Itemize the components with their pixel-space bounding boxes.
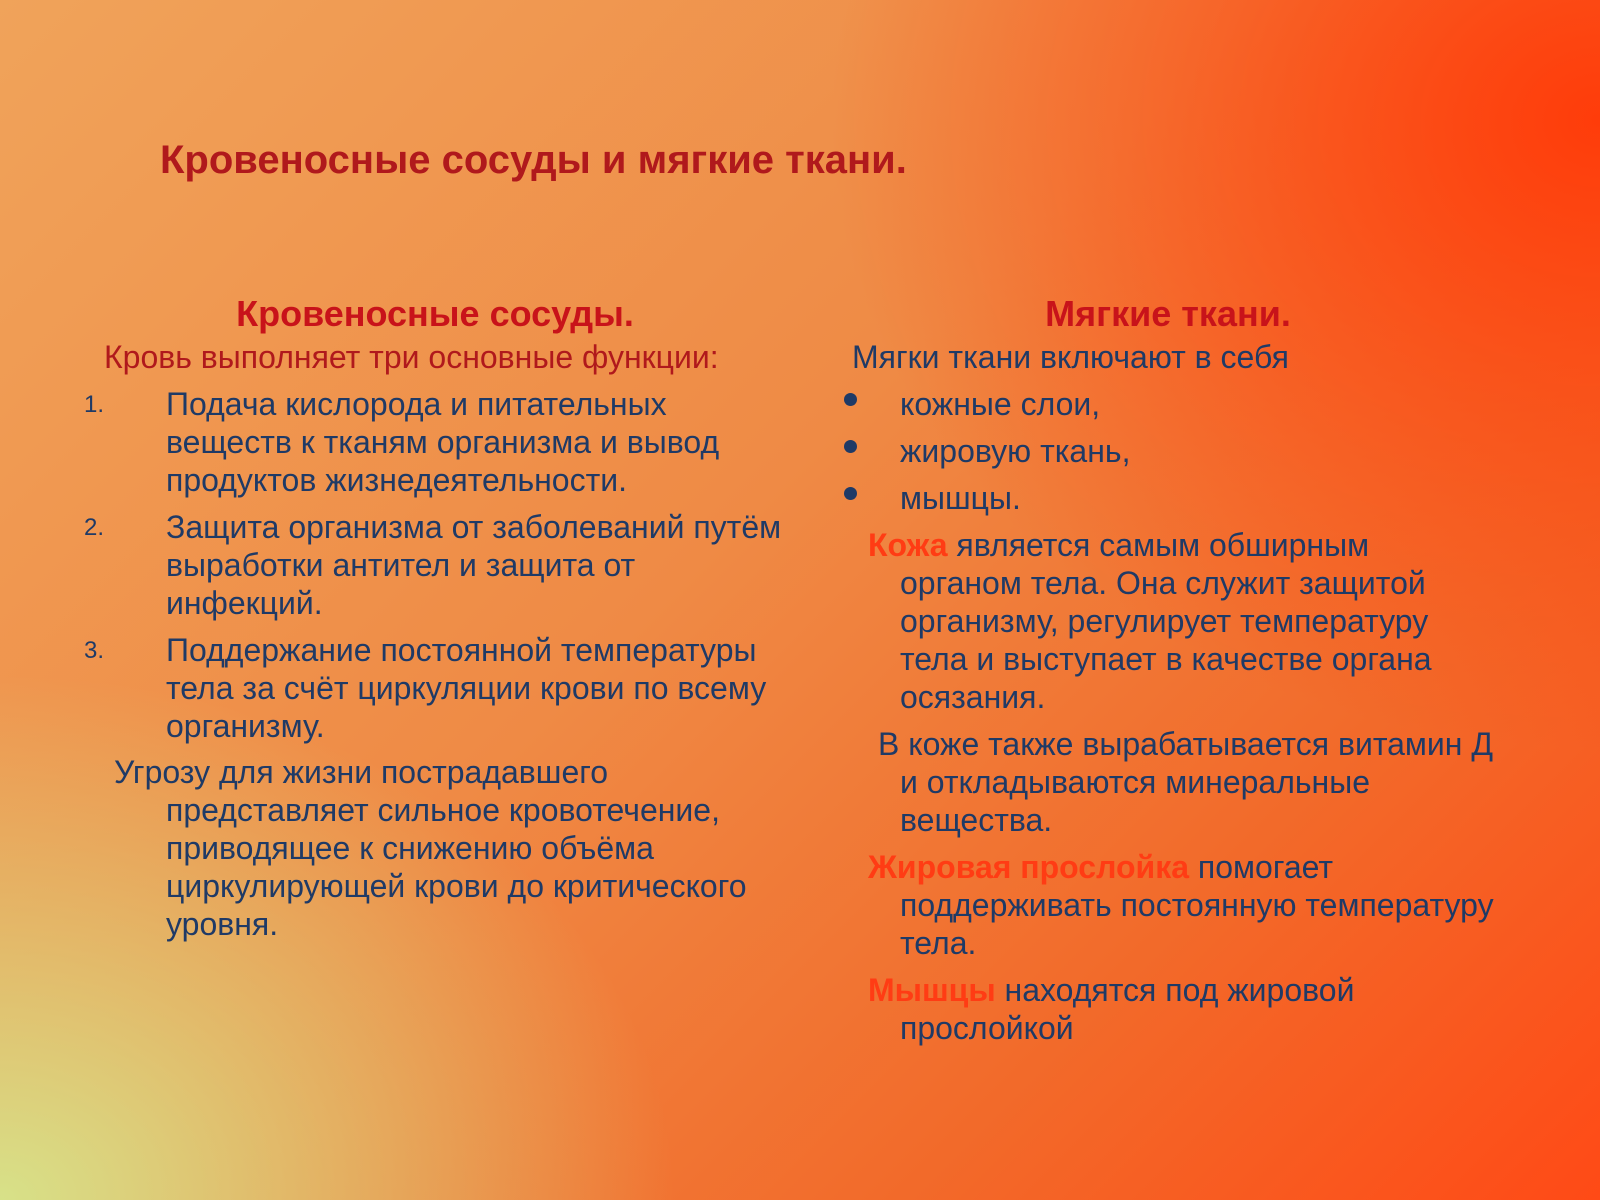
soft-tissues-heading: Мягкие ткани. xyxy=(1045,293,1291,334)
function-text: Подача кислорода и питательных веществ к тканям организма и вывод продуктов жизнедеятельности. xyxy=(166,386,720,498)
function-text: Поддержание постоянной температуры тела за счёт циркуляции крови по всему организму. xyxy=(166,632,767,744)
bullet-text: мышцы. xyxy=(900,480,1021,516)
muscle-term: Мышцы xyxy=(868,972,996,1008)
bullet-text: жировую ткань, xyxy=(900,433,1131,469)
list-number: 2. xyxy=(84,514,105,541)
soft-tissues-intro: Мягки ткани включают в себя xyxy=(852,339,1289,375)
skin-term: Кожа xyxy=(868,527,948,563)
bullet-dot-icon xyxy=(844,393,857,406)
function-item-3 xyxy=(80,631,790,745)
slide-title: Кровеносные сосуды и мягкие ткани. xyxy=(160,138,907,182)
function-text: Защита организма от заболеваний путём выработки антител и защита от инфекций. xyxy=(166,509,782,621)
blood-vessels-column xyxy=(80,292,790,943)
muscle-paragraph xyxy=(838,971,1498,1047)
bullet-dot-icon xyxy=(844,487,857,500)
skin-text: является самым обширным органом тела. Она служит защитой организму, регулирует температуру тела и выступает в качестве органа осязания. xyxy=(900,527,1432,715)
blood-vessels-heading: Кровеносные сосуды. xyxy=(236,293,634,334)
list-number: 3. xyxy=(84,637,105,664)
list-number: 1. xyxy=(84,391,105,418)
blood-functions-intro: Кровь выполняет три основные функции: xyxy=(104,339,719,375)
function-item-1 xyxy=(80,385,790,499)
fat-term: Жировая прослойка xyxy=(868,849,1190,885)
tissue-bullet-item xyxy=(838,432,1498,470)
vitamin-paragraph: В коже также вырабатывается витамин Д и откладываются минеральные вещества. xyxy=(878,726,1494,838)
function-item-2 xyxy=(80,508,790,622)
muscle-text: находятся под жировой прослойкой xyxy=(900,972,1355,1046)
tissue-bullet-item xyxy=(838,479,1498,517)
tissue-bullet-item xyxy=(838,385,1498,423)
skin-paragraph xyxy=(838,526,1498,716)
bullet-text: кожные слои, xyxy=(900,386,1101,422)
bullet-dot-icon xyxy=(844,440,857,453)
fat-text: помогает поддерживать постоянную температуру тела. xyxy=(900,849,1494,961)
bleeding-warning: Угрозу для жизни пострадавшего представляет сильное кровотечение, приводящее к снижению объёма циркулирующей крови до критического уровня. xyxy=(114,754,747,942)
fat-paragraph xyxy=(838,848,1498,962)
soft-tissues-column xyxy=(838,292,1498,1047)
